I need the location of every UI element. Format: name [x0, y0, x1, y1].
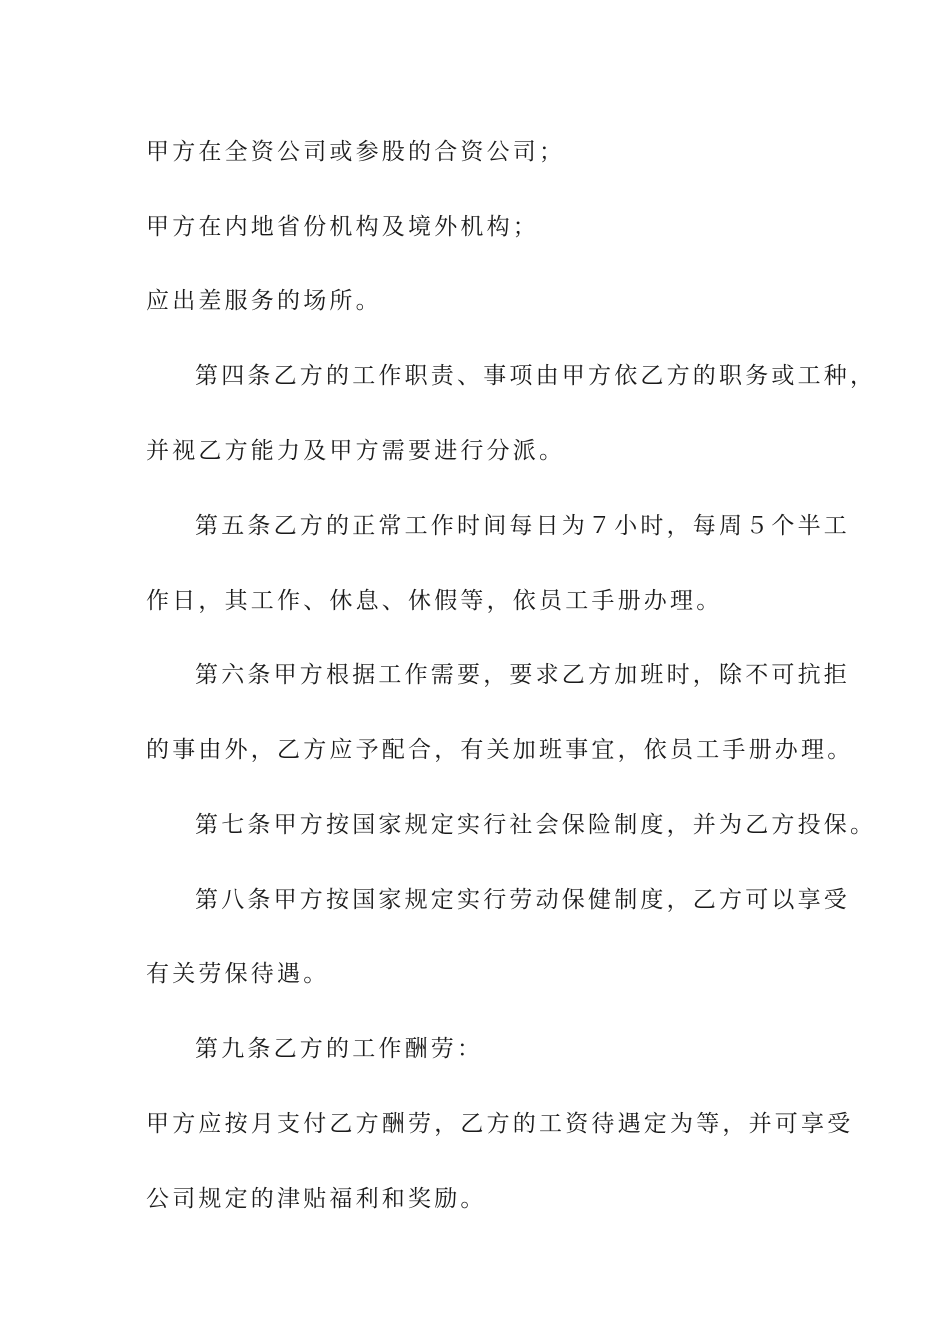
paragraph-article-7: 第七条甲方按国家规定实行社会保险制度，并为乙方投保。 — [195, 812, 877, 838]
paragraph-article-4: 第四条乙方的工作职责、事项由甲方依乙方的职务或工种， — [195, 363, 877, 389]
paragraph-article-9: 第九条乙方的工作酬劳： — [195, 1036, 484, 1062]
text-line: 的事由外，乙方应予配合，有关加班事宜，依员工手册办理。 — [146, 737, 854, 763]
text-line: 甲方应按月支付乙方酬劳，乙方的工资待遇定为等，并可享受 — [146, 1111, 854, 1137]
text-line: 作日，其工作、休息、休假等，依员工手册办理。 — [146, 588, 723, 614]
text-line: 公司规定的津贴福利和奖励。 — [146, 1186, 487, 1212]
text-line: 有关劳保待遇。 — [146, 961, 330, 987]
text-line: 应出差服务的场所。 — [146, 288, 382, 314]
text-line: 并视乙方能力及甲方需要进行分派。 — [146, 438, 566, 464]
paragraph-article-8: 第八条甲方按国家规定实行劳动保健制度，乙方可以享受 — [195, 887, 850, 913]
text-line: 甲方在内地省份机构及境外机构； — [146, 214, 539, 240]
paragraph-article-6: 第六条甲方根据工作需要，要求乙方加班时，除不可抗拒 — [195, 662, 850, 688]
text-line: 甲方在全资公司或参股的合资公司； — [146, 139, 566, 165]
paragraph-article-5: 第五条乙方的正常工作时间每日为７小时，每周５个半工 — [195, 513, 850, 539]
